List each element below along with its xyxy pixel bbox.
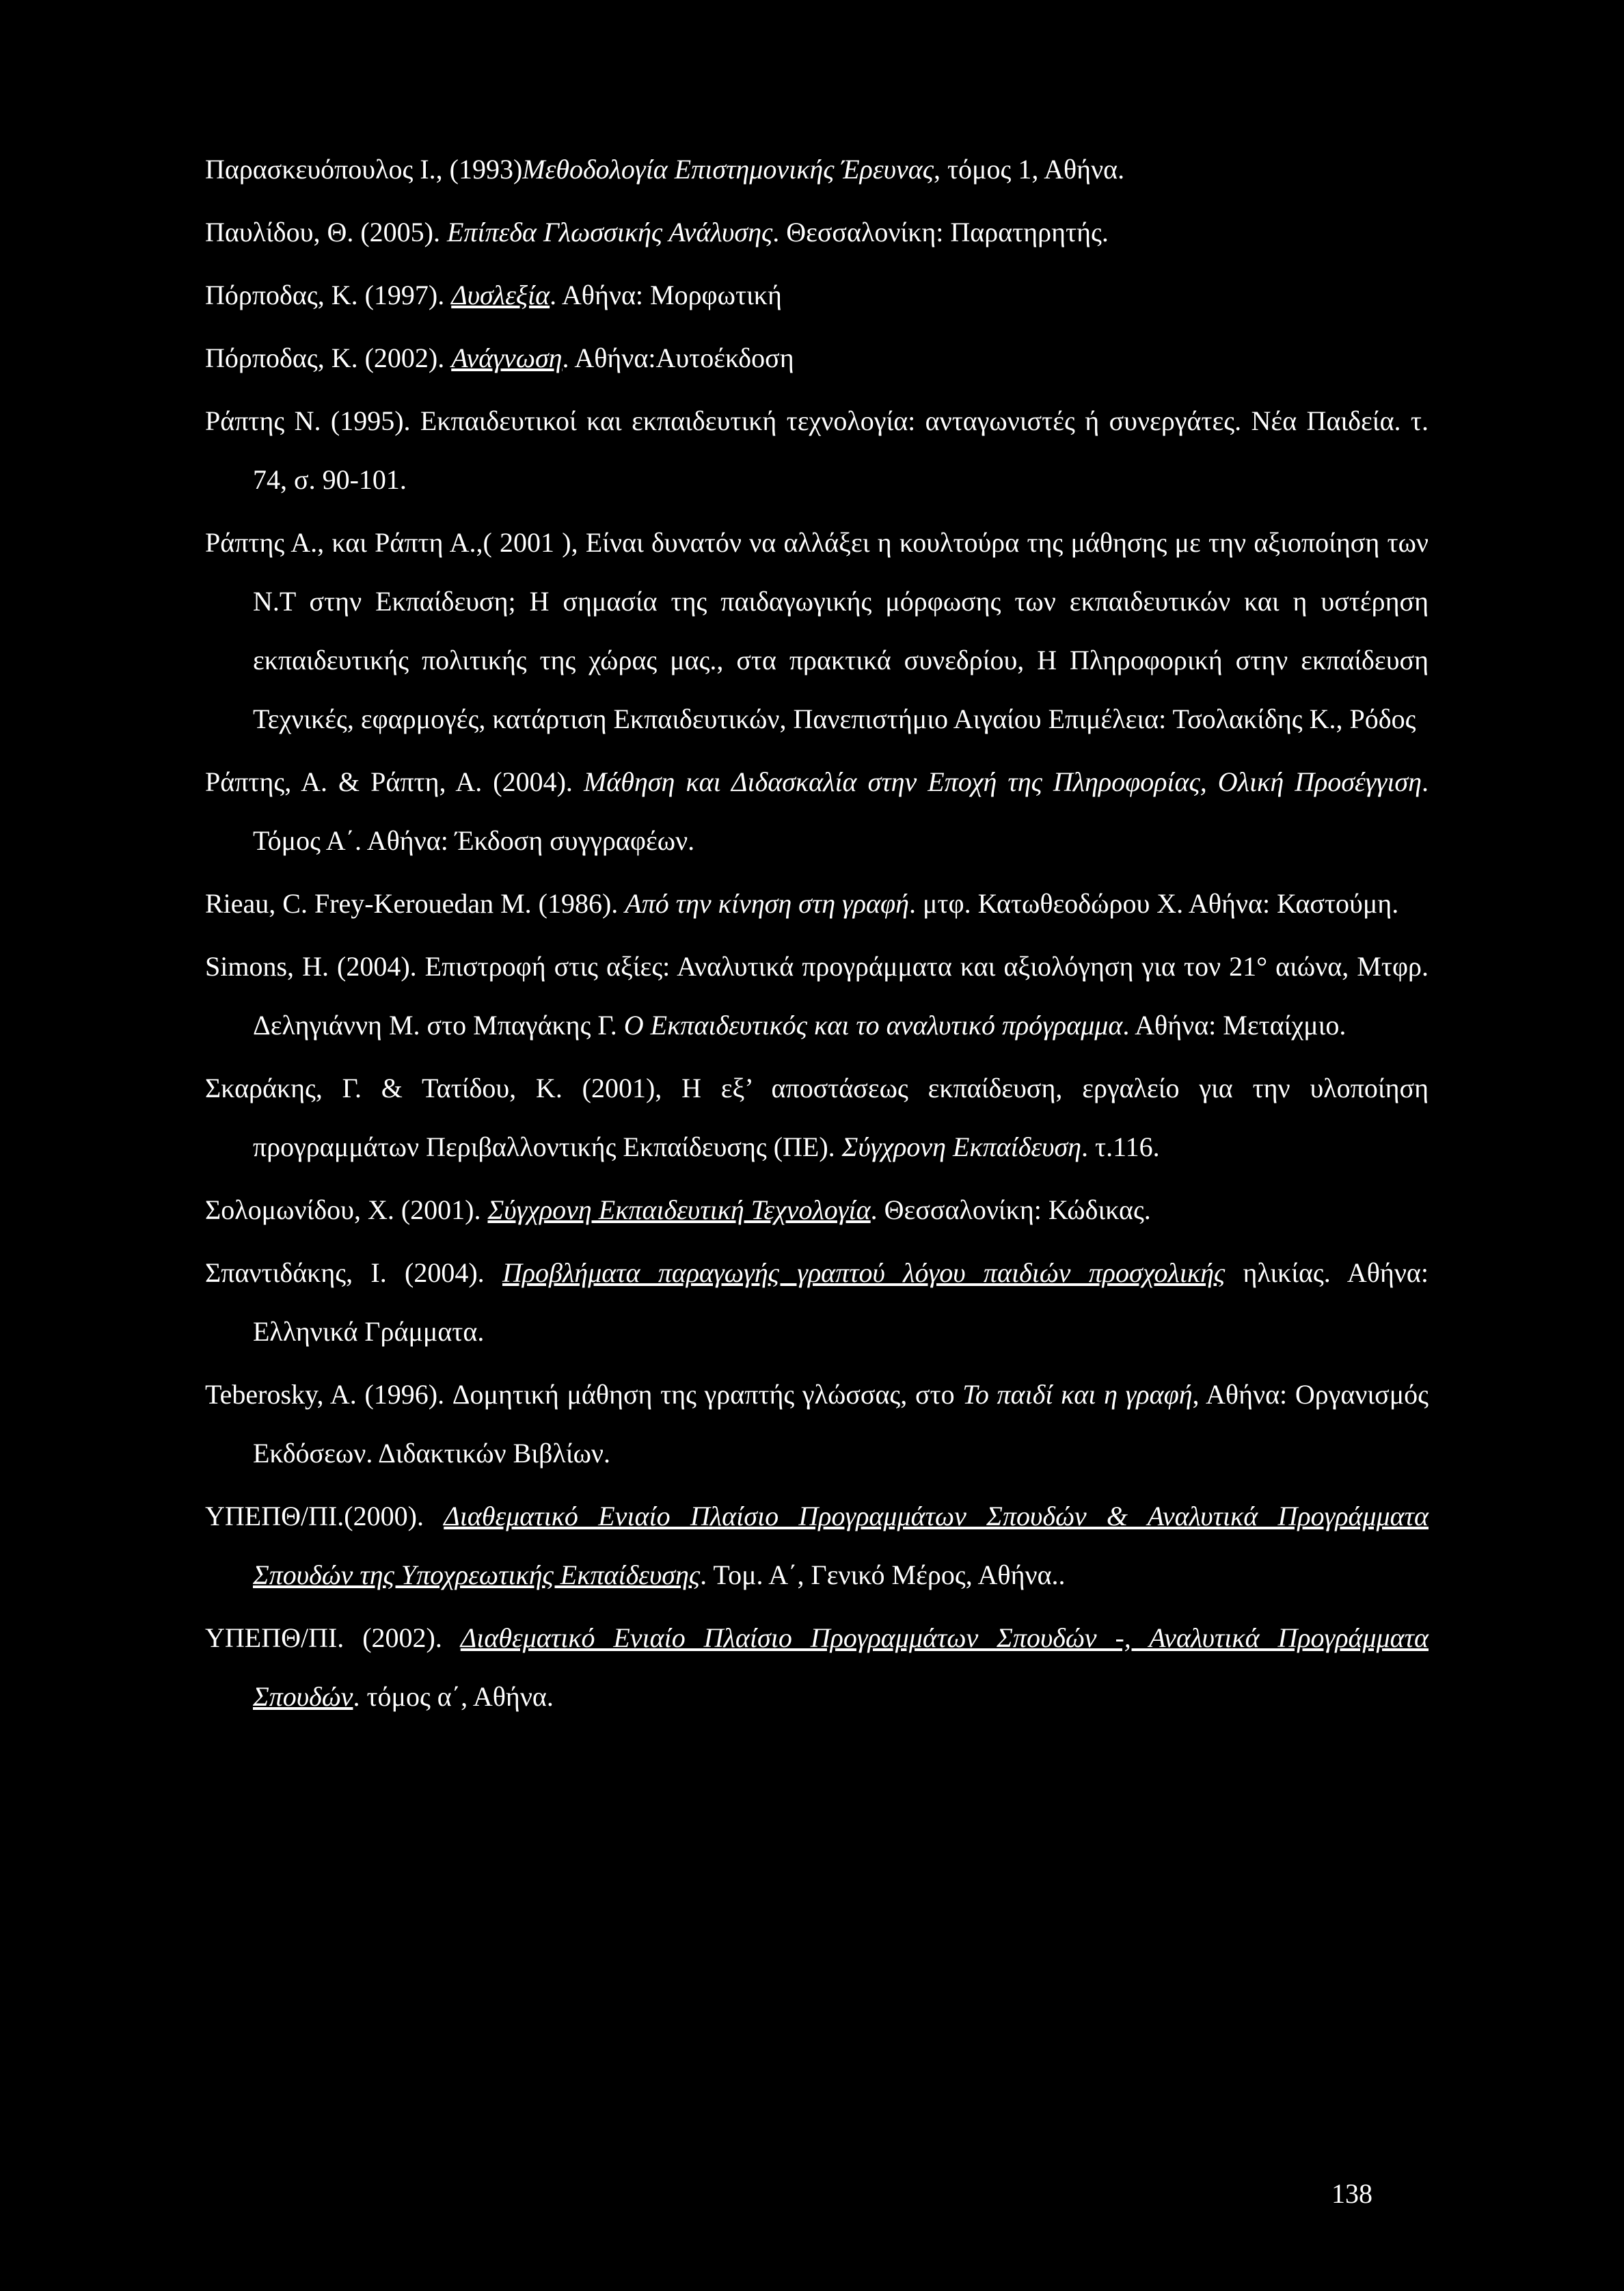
reference-title: Ο Εκπαιδευτικός και το αναλυτικό πρόγραμμα [623, 1010, 1123, 1041]
reference-entry [205, 753, 1429, 870]
reference-entry [205, 1609, 1429, 1726]
reference-text: Simons, H. (2004). Επιστροφή στις αξίες: Αναλυτικά προγράμματα και αξιολόγηση για τον 21° αιώνα, Μτφρ. Δεληγιάννη Μ. στο Μπαγάκης Γ. [205, 951, 1429, 1041]
reference-text: Πόρποδας, Κ. (1997). [205, 280, 452, 310]
page-number: 138 [1331, 2178, 1372, 2209]
reference-text: Ράπτης Ν. (1995). Εκπαιδευτικοί και εκπαιδευτική τεχνολογία: ανταγωνιστές ή συνεργάτες. Νέα Παιδεία. τ. 74, σ. 90-101. [205, 405, 1429, 495]
reference-text: Σολομωνίδου, Χ. (2001). [205, 1194, 488, 1225]
reference-title: Από την κίνηση στη γραφή [625, 888, 909, 919]
reference-title: Μάθηση και Διδασκαλία στην Εποχή της Πληροφορίας, Ολική Προσέγγιση [583, 766, 1422, 797]
reference-text: Σπαντιδάκης, Ι. (2004). [205, 1257, 502, 1288]
reference-continuation: . Αθήνα:Αυτοέκδοση [562, 343, 794, 373]
reference-entry [205, 140, 1429, 199]
reference-continuation: , Αθήνα: Οργανισμός Εκδόσεων. Διδακτικών Βιβλίων. [253, 1379, 1429, 1469]
reference-text: ΥΠΕΠΘ/ΠΙ. (2002). [205, 1622, 461, 1653]
reference-text: Rieau, C. Frey-Kerouedan M. (1986). [205, 888, 625, 919]
reference-continuation: . Τόμος Α΄. Αθήνα: Έκδοση συγγραφέων. [253, 766, 1429, 856]
reference-title: Σύγχρονη Εκπαιδευτική Τεχνολογία [487, 1194, 871, 1225]
reference-entry [205, 937, 1429, 1055]
reference-entry [205, 1059, 1429, 1177]
reference-continuation: . Αθήνα: Μορφωτική [550, 280, 782, 310]
reference-title: Σύγχρονη Εκπαίδευση [841, 1131, 1082, 1162]
reference-title: Δυσλεξία [451, 280, 550, 310]
reference-text: Παυλίδου, Θ. (2005). [205, 217, 447, 247]
reference-continuation: ηλικίας. Αθήνα: Ελληνικά Γράμματα. [253, 1257, 1429, 1347]
reference-entry [205, 874, 1429, 933]
reference-continuation: . Τομ. Α΄, Γενικό Μέρος, Αθήνα.. [700, 1559, 1066, 1590]
reference-title: Προβλήματα παραγωγής γραπτού λόγου παιδιών προσχολικής [502, 1257, 1226, 1288]
reference-text: Ράπτης Α., και Ράπτη Α.,( 2001 ), Είναι δυνατόν να αλλάξει η κουλτούρα της μάθησης με την αξιοποίηση των Ν.Τ στην Εκπαίδευση; Η σημασία της παιδαγωγικής μόρφωσης των εκπαιδευτικών και η υστέρηση εκπαιδευτικής πολιτικής της χώρας μας., στα πρακτικά συνεδρίου, Η Πληροφορική στην εκπαίδευση Τεχνικές, εφαρμογές, κατάρτιση Εκπαιδευτικών, Πανεπιστήμιο Αιγαίου Επιμέλεια: Τσολακίδης Κ., Ρόδος [205, 527, 1429, 734]
reference-continuation: . Θεσσαλονίκη: Παρατηρητής. [772, 217, 1109, 247]
reference-continuation: . τόμος α΄, Αθήνα. [353, 1681, 554, 1712]
reference-text: Πόρποδας, Κ. (2002). [205, 343, 452, 373]
reference-title: Διαθεματικό Ενιαίο Πλαίσιο Προγραμμάτων Σπουδών -, Αναλυτικά Προγράμματα Σπουδών [253, 1622, 1429, 1712]
reference-entry [205, 1244, 1429, 1361]
reference-title: Διαθεματικό Ενιαίο Πλαίσιο Προγραμμάτων Σπουδών & Αναλυτικά Προγράμματα Σπουδών της Υποχρεωτικής Εκπαίδευσης [253, 1501, 1429, 1590]
reference-title: Ανάγνωση [451, 343, 563, 373]
reference-title: Το παιδί και η γραφή [962, 1379, 1193, 1410]
reference-text: Ράπτης, Α. & Ράπτη, Α. (2004). [205, 766, 584, 797]
reference-title: Επίπεδα Γλωσσικής Ανάλυσης [446, 217, 773, 247]
reference-entry [205, 1487, 1429, 1605]
reference-entry [205, 329, 1429, 388]
reference-entry [205, 513, 1429, 749]
reference-continuation: . μτφ. Κατωθεοδώρου Χ. Αθήνα: Καστούμη. [908, 888, 1399, 919]
reference-entry [205, 203, 1429, 262]
reference-text: ΥΠΕΠΘ/ΠΙ.(2000). [205, 1501, 444, 1531]
reference-title: Μεθοδολογία Επιστημονικής Έρευνας [522, 154, 934, 185]
reference-text: Teberosky, A. (1996). Δομητική μάθηση της γραπτής γλώσσας, στο [205, 1379, 963, 1410]
reference-continuation: . Αθήνα: Μεταίχμιο. [1122, 1010, 1346, 1041]
reference-entry [205, 1181, 1429, 1240]
reference-continuation: . τ.116. [1081, 1131, 1160, 1162]
references-list [205, 140, 1429, 1730]
reference-text: Παρασκευόπουλος Ι., (1993) [205, 154, 523, 185]
reference-text: Σκαράκης, Γ. & Τατίδου, Κ. (2001), Η εξ’ αποστάσεως εκπαίδευση, εργαλείο για την υλοποίηση προγραμμάτων Περιβαλλοντικής Εκπαίδευσης (ΠΕ). [205, 1073, 1429, 1162]
reference-entry [205, 392, 1429, 509]
reference-continuation: , τόμος 1, Αθήνα. [933, 154, 1125, 185]
reference-entry [205, 1365, 1429, 1483]
reference-continuation: . Θεσσαλονίκη: Κώδικας. [870, 1194, 1151, 1225]
reference-entry [205, 266, 1429, 325]
